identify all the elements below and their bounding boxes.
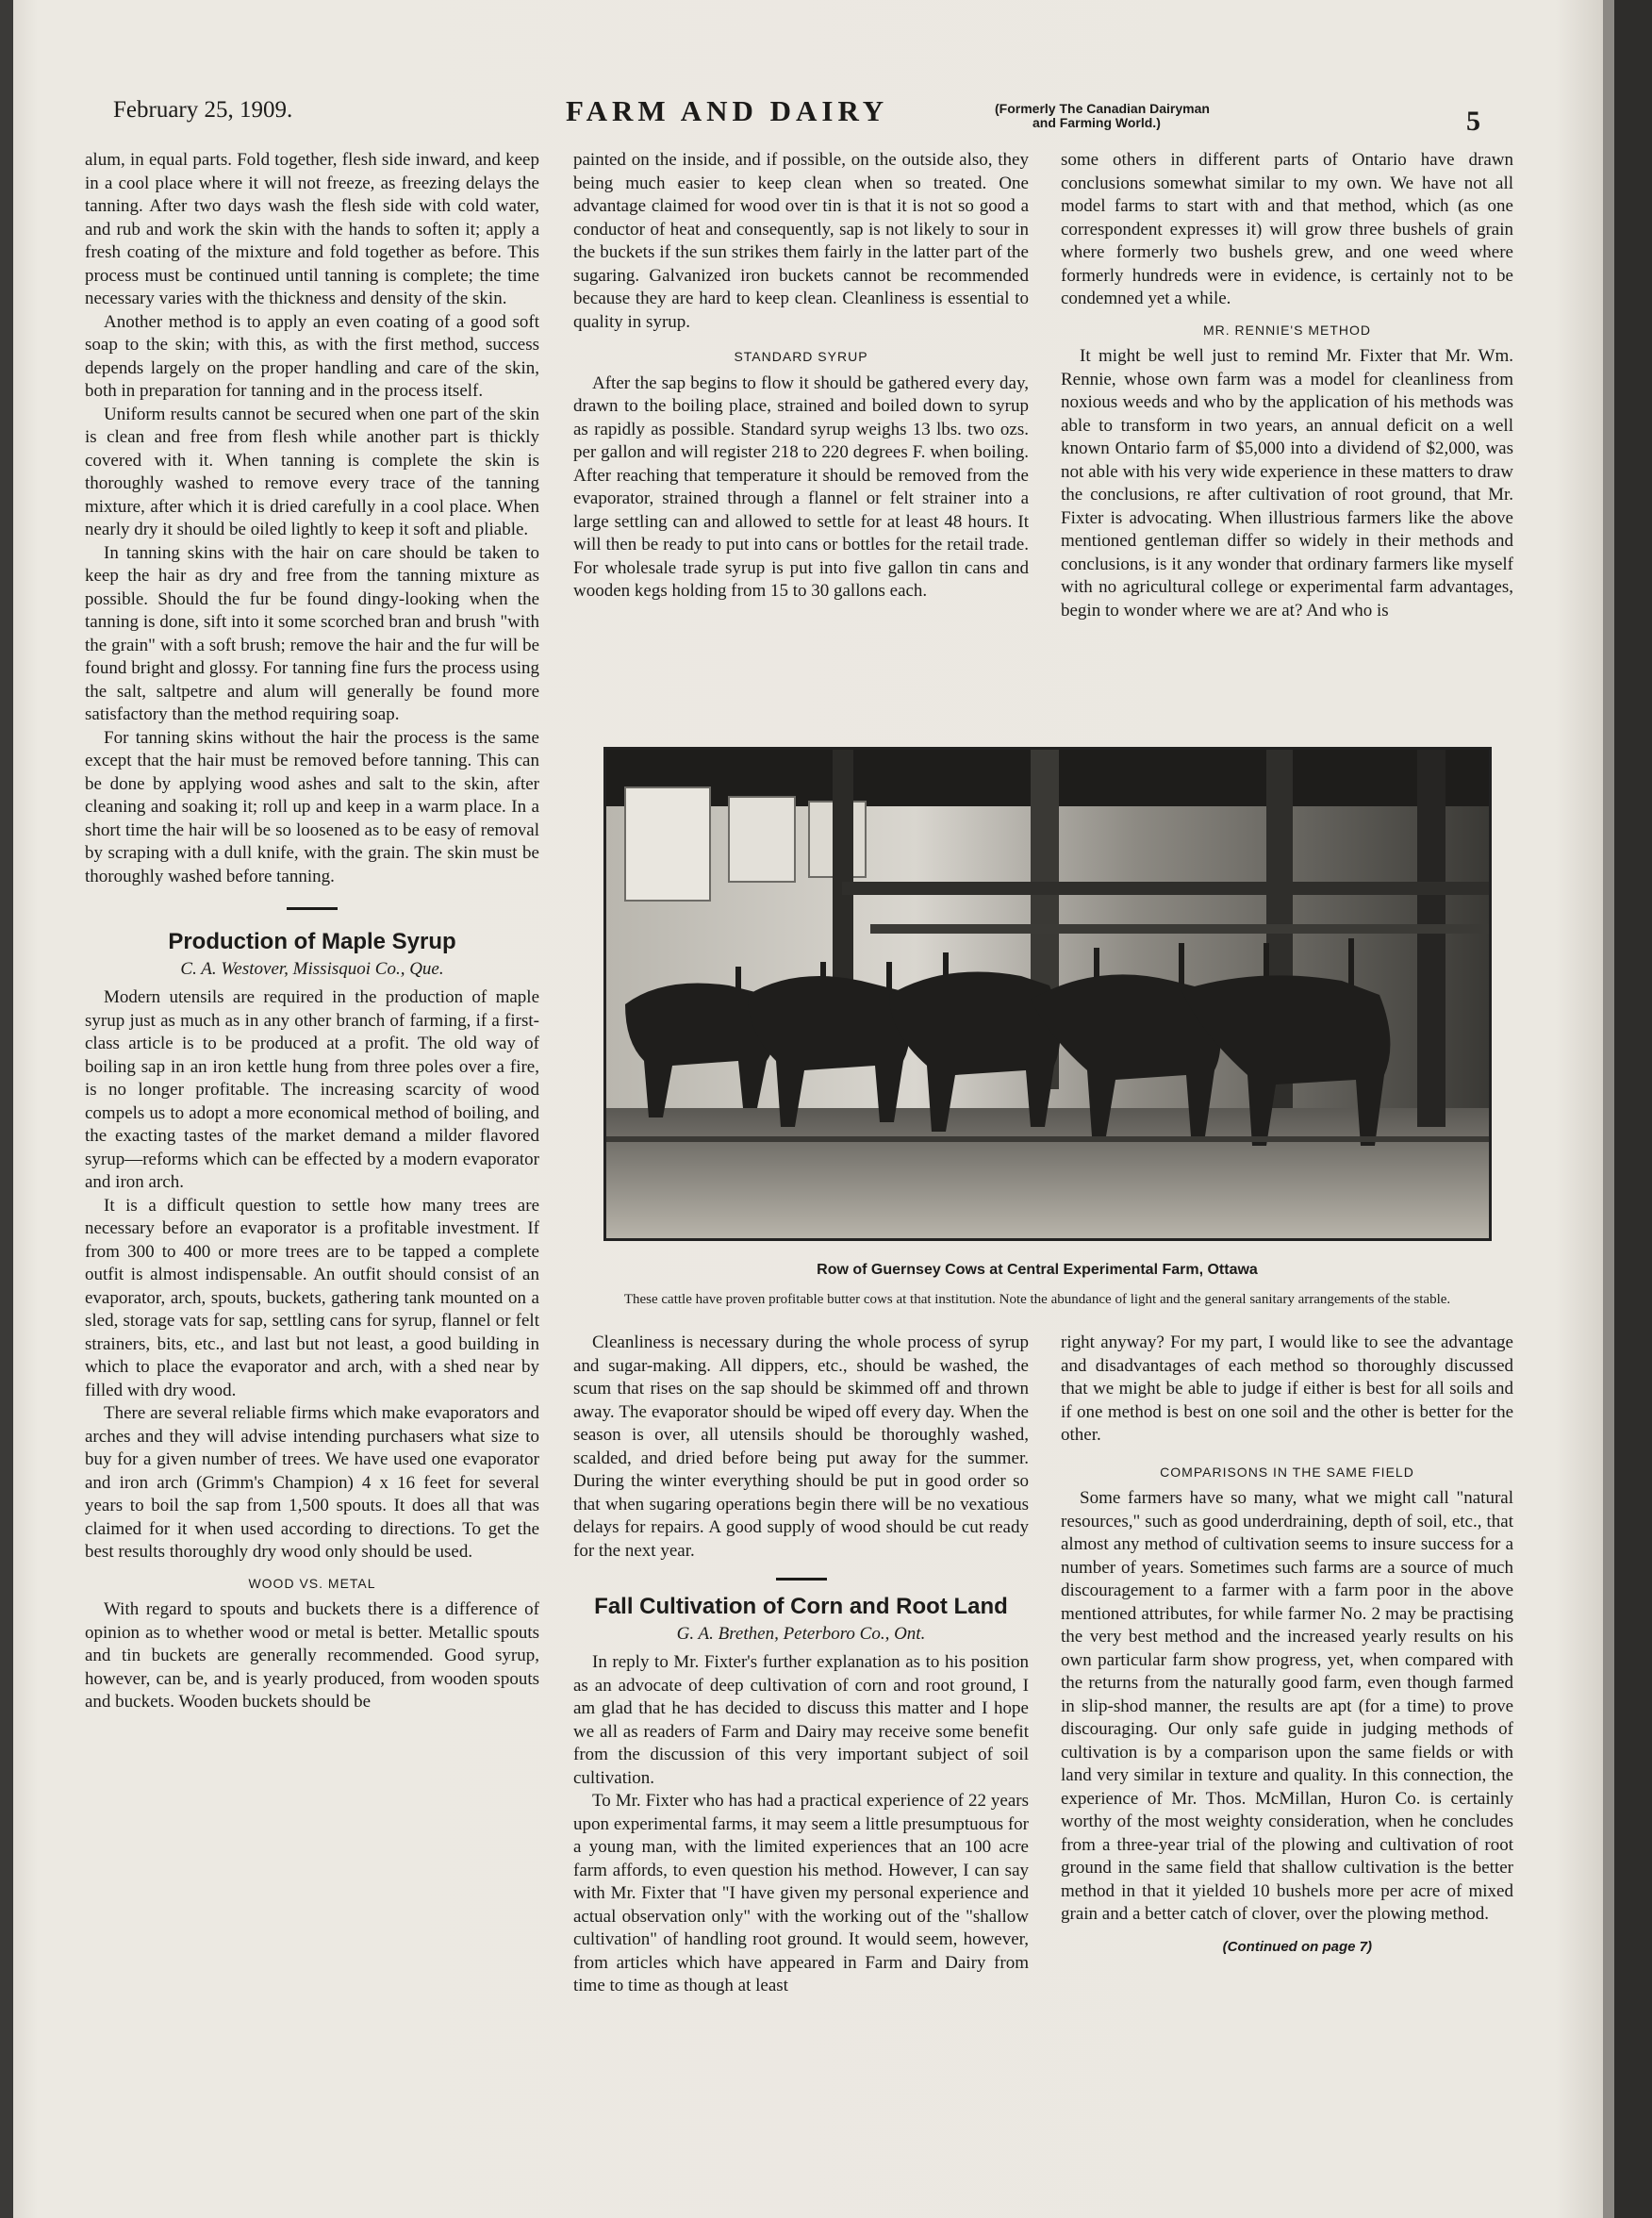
bucket-paragraph: painted on the inside, and if possible, on the outside also, they being much easier to keep clean when so treated. One advantage claimed for wood over tin is that it is not so good a conductor of heat and consequently, sap is not likely to sour in the buckets if the sun strikes them fairly in the latter part of the sugaring. Galvanized iron buckets cannot be recommended because they are hard to keep clean. Cleanliness is essential to quality in syrup. xyxy=(573,150,1029,332)
continued-notice: (Continued on page 7) xyxy=(1222,1938,1372,1955)
maple-syrup-headline: Production of Maple Syrup xyxy=(168,929,456,954)
middle-column-bottom xyxy=(573,1332,1029,1998)
left-scan-edge xyxy=(0,0,13,2218)
section-divider xyxy=(776,1578,827,1581)
masthead-title: FARM AND DAIRY xyxy=(566,94,889,127)
page-number: 5 xyxy=(1466,106,1480,137)
wood-vs-metal-subhead: WOOD VS. METAL xyxy=(248,1575,376,1591)
header-date: February 25, 1909. xyxy=(113,97,293,123)
masthead-subtitle-line1: (Formerly The Canadian Dairyman xyxy=(995,101,1210,116)
middle-column-top xyxy=(573,149,1029,604)
tanning-paragraph: alum, in equal parts. Fold together, flesh side inward, and keep in a cool place where it will not freeze, as freezing delays the tanning. After two days wash the flesh side with cold water, and rub and work the skin with the hands to soften it; apply a fresh coating of the mixture and fold together as before. This process must be continued until tanning is complete; the time necessary varies with the thickness and density of the skin. xyxy=(85,150,539,308)
maple-paragraph: Modern utensils are required in the production of maple syrup just as much as in any other branch of farming, if a first-class article is to be produced at a profit. The old way of boiling sap in an iron kettle hung from three poles over a fire, is no longer profitable. The increasing scarcity of wood compels us to adopt a more economical method of boiling, and the exacting tastes of the market demand a milder flavored syrup—reforms which can be effected by a modern evaporator and iron arch. xyxy=(85,987,539,1192)
fall-paragraph: In reply to Mr. Fixter's further explanation as to his position as an advocate of deep cultivation of corn and root ground, I am glad that he has decided to discuss this matter and I hope we all as readers of Farm and Dairy may receive some benefit from the discussion of this very important subject of soil cultivation. xyxy=(573,1652,1029,1788)
wood-paragraph: With regard to spouts and buckets there is a difference of opinion as to whether wood or metal is better. Metallic spouts and tin buckets are generally recommended. Good syrup, however, can be, and is yearly produced, from wooden spouts and buckets. Wooden buckets should be xyxy=(85,1599,539,1712)
ontario-paragraph: some others in different parts of Ontario have drawn conclusions somewhat similar to my own. We have not all model farms to start with and that method, which (as one correspondent expresses it) will grow three bushels of grain where formerly two bushels grew, and one weed where formerly hundreds were in evidence, is certainly not to be condemned yet a while. xyxy=(1061,150,1513,308)
right-column-top xyxy=(1061,149,1513,622)
fall-cultivation-headline: Fall Cultivation of Corn and Root Land xyxy=(594,1594,1008,1619)
right-column-bottom xyxy=(1061,1332,1513,1959)
cleanliness-paragraph: Cleanliness is necessary during the whole process of syrup and sugar-making. All dippers, etc., should be washed, the scum that rises on the sap should be skimmed off and thrown away. The evaporator should be wiped off every day. When the season is over, all utensils should be thoroughly washed, scalded, and dried before being put away for the summer. During the winter everything should be put in good order so that when sugaring operations begin there will be no vexatious delays for repairs. A good supply of wood should be cut ready for the next year. xyxy=(573,1332,1029,1561)
standard-syrup-subhead: STANDARD SYRUP xyxy=(734,349,868,364)
left-column xyxy=(85,149,539,1714)
comparisons-paragraph: Some farmers have so many, what we might call "natural resources," such as good underdraining, depth of soil, etc., that almost any method of cultivation seems to insure success for a number of years. Sometimes such farms are a source of much discouragement to a farmer with a farm poor in the above mentioned attributes, for while farmer No. 2 may be practising the very best method and the increased yearly results on his own particular farm show progress, yet, when compared with the returns from the naturally good farm, even though farmed in slip-shod manner, the results are apt (for a time) to prove discouraging. Our only safe guide in judging methods of cultivation is by a comparison upon the same fields or with land very similar in texture and quality. In this connection, the experience of Mr. Thos. McMillan, Huron Co. is certainly worthy of the most weighty consideration, when he concludes from a three-year trial of the plowing and cultivation of root ground in the same field that shallow cultivation is the better method in that it yielded 10 bushels more per acre of mixed grain and a better catch of clover, over the plowing method. xyxy=(1061,1488,1513,1924)
guernsey-cows-photo xyxy=(603,747,1492,1241)
section-divider xyxy=(287,907,338,910)
masthead-subtitle xyxy=(995,102,1210,130)
discussion-paragraph: right anyway? For my part, I would like to see the advantage and disadvantages of each method so thoroughly discussed that we might be able to judge if either is best for all soils and if one method is best on one soil and the other is better for the other. xyxy=(1061,1332,1513,1445)
fall-paragraph: To Mr. Fixter who has had a practical experience of 22 years upon experimental farms, it may seem a little presumptuous for a young man, with the limited experiences that an 100 acre farm affords, to even question his method. However, I can say with Mr. Fixter that "I have given my personal experience and actual observation only" with the working out of the "shallow cultivation" of handling root ground. It would seem, however, from articles which have appeared in Farm and Dairy from time to time as though at least xyxy=(573,1791,1029,1995)
tanning-paragraph: For tanning skins without the hair the process is the same except that the hair must be removed before tanning. This can be done by applying wood ashes and salt to the skin, after cleaning and soaking it; roll up and keep in a warm place. In a short time the hair will be so loosened as to be easy of removal by scraping with a dull knife, with the grain. The skin must be thoroughly washed before tanning. xyxy=(85,727,539,886)
rennie-method-subhead: MR. RENNIE'S METHOD xyxy=(1202,322,1371,338)
photo-caption-title: Row of Guernsey Cows at Central Experimental Farm, Ottawa xyxy=(817,1262,1258,1278)
stable-photo-drawing xyxy=(606,750,1489,1238)
tanning-paragraph: In tanning skins with the hair on care should be taken to keep the hair as dry and free from the tanning mixture as possible. Should the fur be found dingy-looking when the tanning is done, sift into it some scorched bran and brush "with the grain" with a soft brush; remove the hair and the fur will be found bright and glossy. For tanning fine furs the process using the salt, saltpetre and alum will generally be found more satisfactory than the method requiring soap. xyxy=(85,542,539,724)
standard-syrup-paragraph: After the sap begins to flow it should be gathered every day, drawn to the boiling place, strained and boiled down to syrup as rapidly as possible. Standard syrup weighs 13 lbs. two ozs. per gallon and will register 218 to 220 degrees F. when boiling. After reaching that temperature it should be removed from the evaporator, strained through a flannel or felt strainer into a large settling can and allowed to settle for at least 48 hours. It will then be ready to put into cans or bottles for the retail trade. For wholesale trade syrup is put into five gallon tin cans and wooden kegs holding from 15 to 30 gallons each. xyxy=(573,372,1029,601)
tanning-paragraph: Another method is to apply an even coating of a good soft soap to the skin; with this, as with the first method, success depends largely on the proper handling and care of the skin, both in preparation for tanning and in the process itself. xyxy=(85,311,539,401)
maple-paragraph: It is a difficult question to settle how many trees are necessary before an evaporator is a profitable investment. If from 300 to 400 or more trees are to be tapped a complete outfit is almost indispensable. An outfit should consist of an evaporator, arch, spouts, buckets, gathering tank mounted on a sled, storage vats for sap, settling cans for syrup, flannel or felt strainers, bits, etc., and last but not least, a good building in which to place the evaporator and arch, with a shed near by filled with dry wood. xyxy=(85,1195,539,1400)
binding-shadow xyxy=(1614,0,1652,2218)
rennie-paragraph: It might be well just to remind Mr. Fixter that Mr. Wm. Rennie, whose own farm was a model for cleanliness from noxious weeds and who by the application of his methods was able to transform in two years, an annual deficit on a well known Ontario farm of $5,000 into a dividend of $2,000, was not able with his very wide experience in these matters to draw the conclusions, re after cultivation of root ground, that Mr. Fixter is advocating. When illustrious farmers like the above mentioned gentleman differ so widely in their methods and conclusions, is it any wonder that ordinary farmers like myself with no agricultural college or experimental farm advantages, begin to wonder where we are at? And who is xyxy=(1061,346,1513,621)
fall-cultivation-byline: G. A. Brethen, Peterboro Co., Ont. xyxy=(676,1623,926,1644)
photo-caption-text: These cattle have proven profitable butter cows at that institution. Note the abundance of light and the general sanitary arrangements of the stable. xyxy=(623,1292,1451,1307)
maple-paragraph: There are several reliable firms which make evaporators and arches and they will advise intending purchasers what size to buy for a given number of trees. We have used one evaporator and iron arch (Grimm's Champion) 4 x 16 feet for several years to boil the sap from 1,500 spouts. It does all that was claimed for it when used according to directions. To get the best results thoroughly dry wood only should be used. xyxy=(85,1403,539,1562)
comparisons-subhead: COMPARISONS IN THE SAME FIELD xyxy=(1160,1464,1414,1480)
tanning-paragraph: Uniform results cannot be secured when one part of the skin is clean and free from flesh while another part is thickly covered with it. When tanning is complete the skin is thoroughly washed to remove every trace of the tanning mixture, after which it is dried carefully in a cool place. When nearly dry it should be oiled lightly to keep it soft and pliable. xyxy=(85,404,539,539)
maple-syrup-byline: C. A. Westover, Missisquoi Co., Que. xyxy=(180,958,444,979)
page-edge xyxy=(1603,0,1614,2218)
masthead-subtitle-line2: and Farming World.) xyxy=(1032,115,1161,130)
